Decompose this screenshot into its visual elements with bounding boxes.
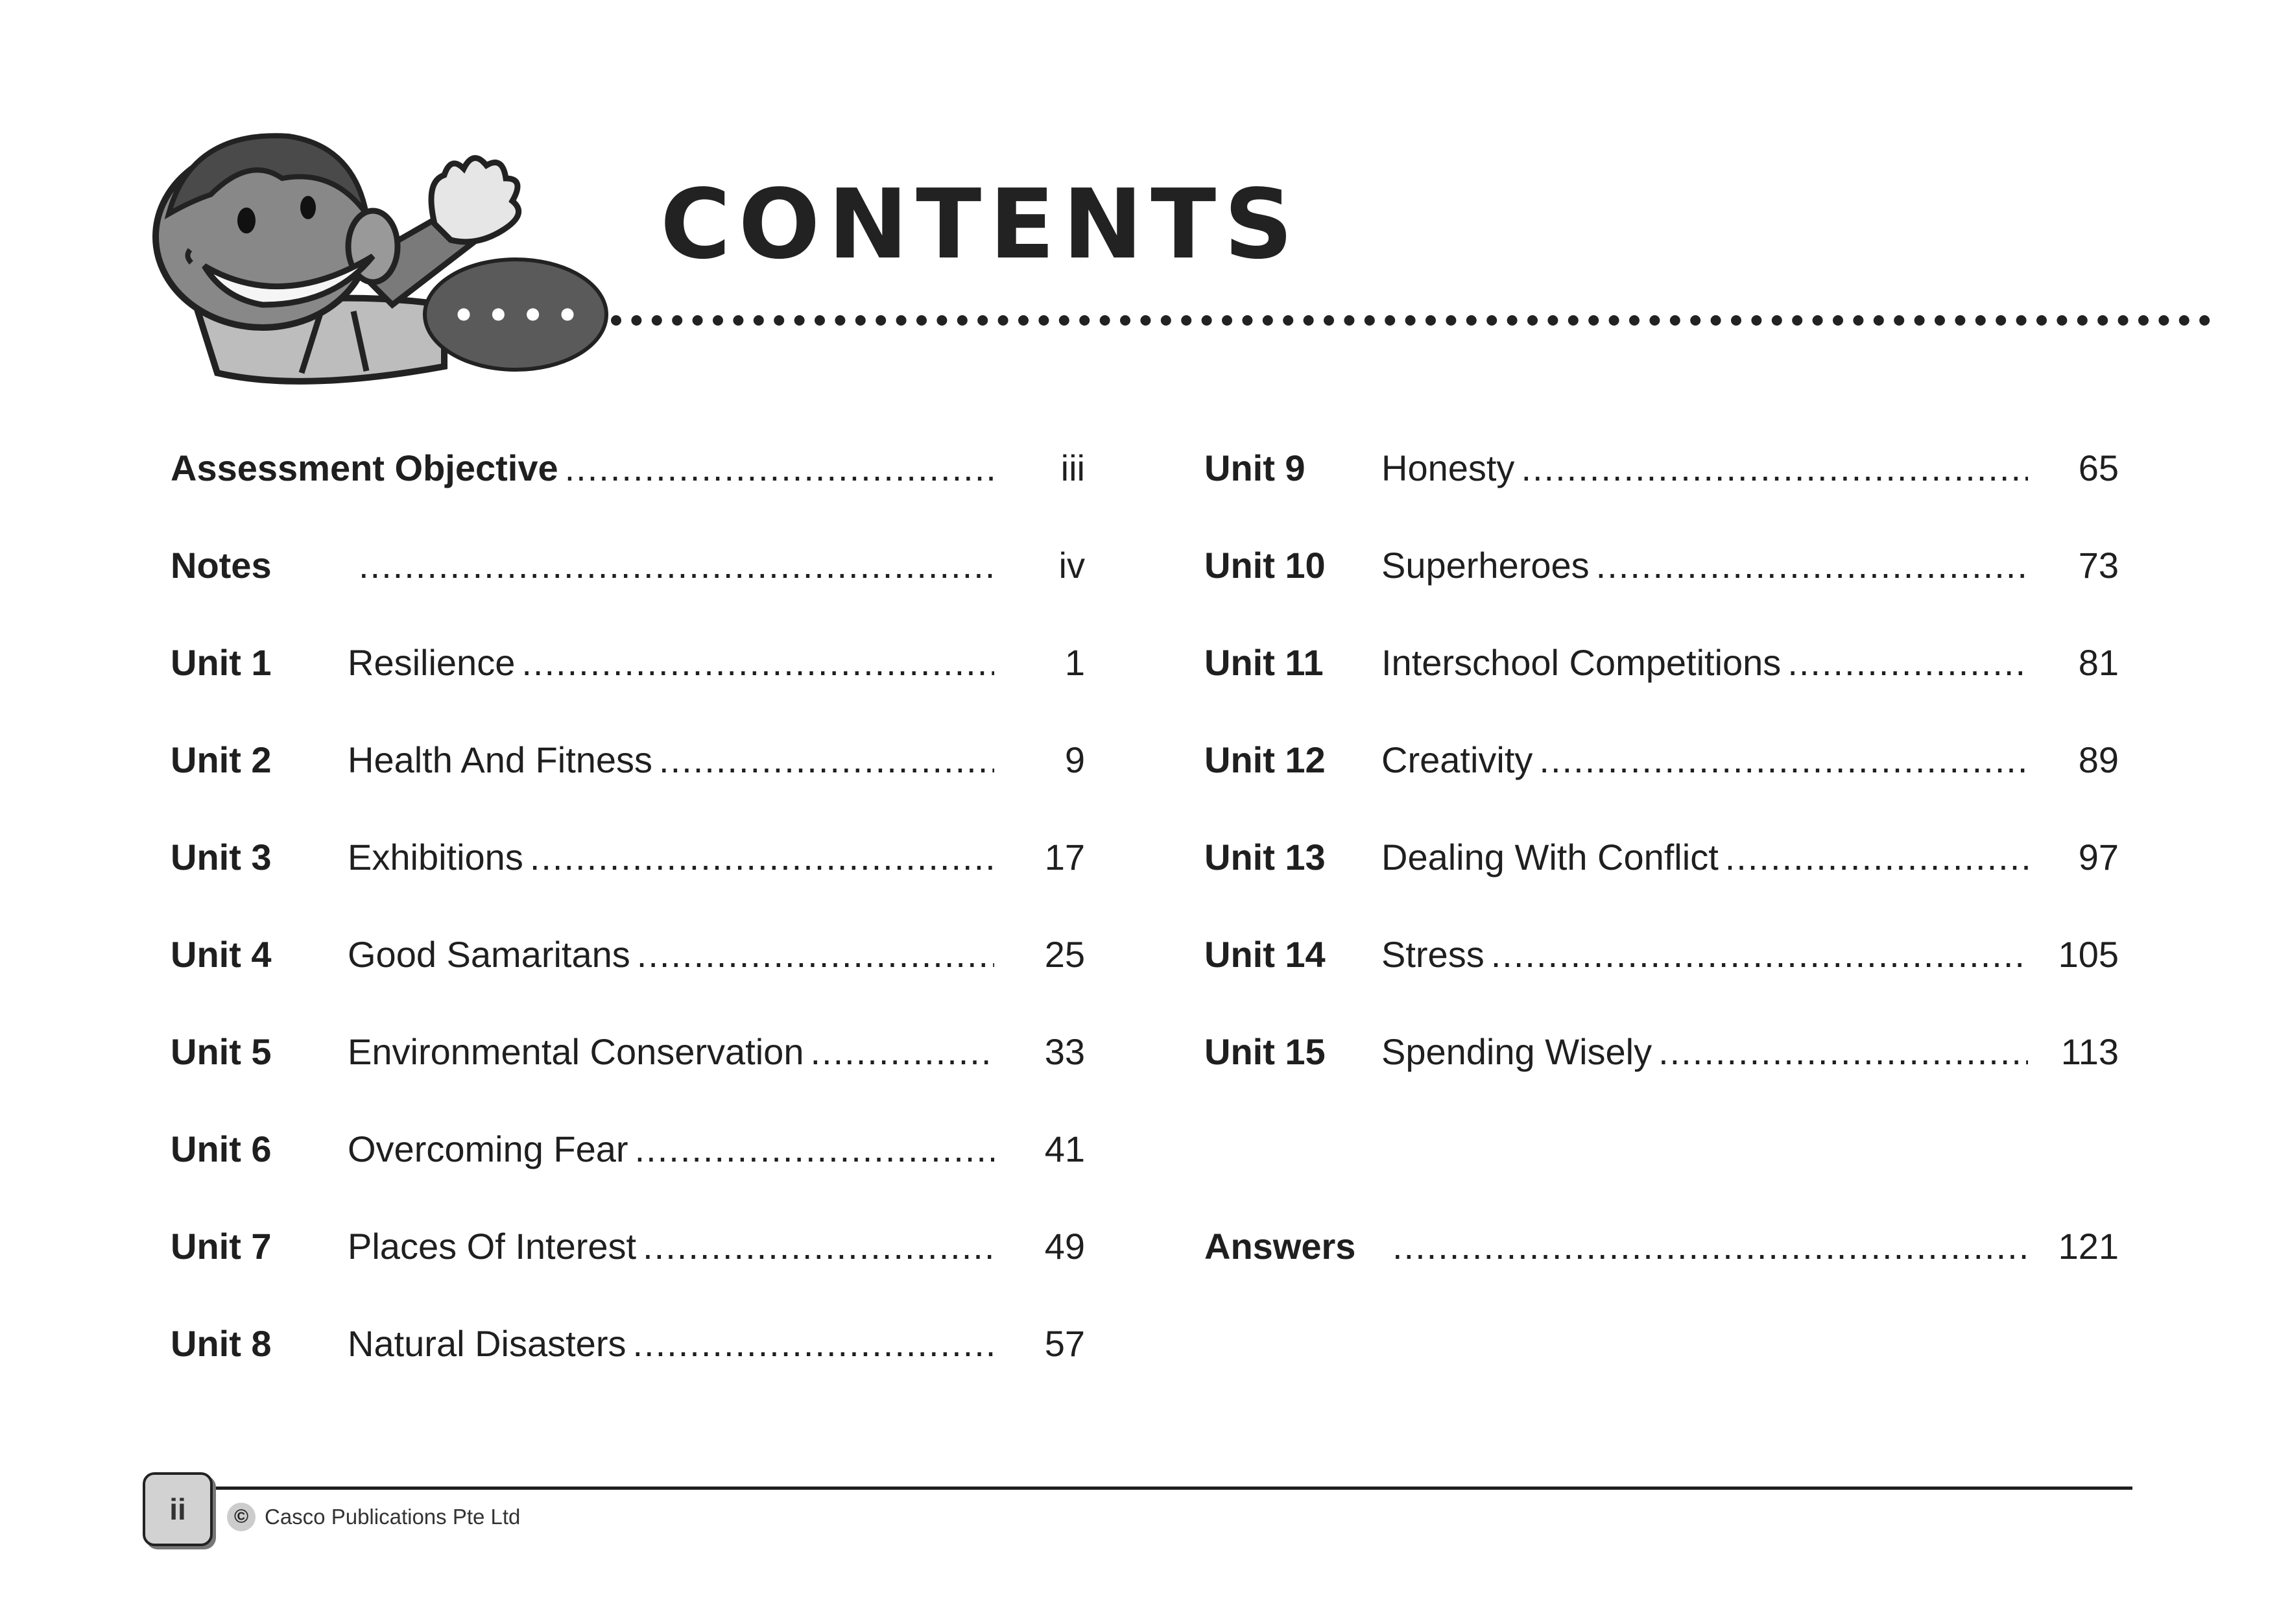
toc-unit-label: Unit 13: [1204, 837, 1326, 878]
toc-left-column: [171, 441, 1085, 1414]
toc-entry-label: Notes: [171, 545, 272, 586]
dot-leader: [635, 1122, 994, 1176]
toc-unit-title: Natural Disasters: [348, 1323, 626, 1364]
toc-page-number: 89: [2078, 739, 2119, 780]
toc-row-unit-3[interactable]: [171, 830, 1085, 927]
copyright-icon: ©: [227, 1503, 256, 1531]
toc-page-number: iii: [1060, 448, 1085, 488]
toc-unit-label: Unit 14: [1204, 934, 1326, 975]
toc-unit-label: Unit 10: [1204, 545, 1326, 586]
toc-page-number: 73: [2078, 545, 2119, 586]
toc-row-unit-10[interactable]: [1204, 538, 2119, 636]
dot-leader: [810, 1025, 994, 1079]
toc-page-number: 113: [2060, 1031, 2119, 1072]
toc-row-unit-9[interactable]: [1204, 441, 2119, 538]
dot-leader: [1596, 538, 2028, 593]
toc-unit-label: Unit 15: [1204, 1031, 1326, 1072]
toc-page-number: 17: [1044, 837, 1085, 878]
toc-row-unit-4[interactable]: [171, 927, 1085, 1025]
toc-unit-label: Unit 4: [171, 934, 272, 975]
toc-right-column: [1204, 441, 2119, 1317]
speech-bubble-dots: • • • •: [452, 295, 579, 336]
toc-unit-label: Unit 1: [171, 642, 272, 683]
footer-page-number: ii: [143, 1472, 213, 1546]
dot-leader: [1521, 441, 2028, 496]
dot-leader: [1392, 1219, 2028, 1274]
toc-unit-label: Unit 11: [1204, 642, 1324, 683]
dot-leader: [521, 636, 994, 690]
toc-unit-label: Unit 7: [171, 1226, 272, 1267]
toc-unit-title: Places Of Interest: [348, 1226, 637, 1267]
toc-row-unit-13[interactable]: [1204, 830, 2119, 927]
toc-page-number: 81: [2078, 642, 2119, 683]
toc-unit-title: Resilience: [348, 642, 516, 683]
toc-page-number: 1: [1064, 642, 1085, 683]
toc-row-unit-2[interactable]: [171, 733, 1085, 830]
toc-unit-label: Unit 12: [1204, 739, 1326, 780]
toc-row-unit-11[interactable]: [1204, 636, 2119, 733]
toc-page-number: 25: [1044, 934, 1085, 975]
toc-unit-title: Honesty: [1381, 448, 1515, 488]
toc-page-number: iv: [1058, 545, 1085, 586]
toc-unit-title: Creativity: [1381, 739, 1533, 780]
toc-spacer: [1204, 1122, 2119, 1219]
dot-leader: [1725, 830, 2028, 885]
toc-row-unit-15[interactable]: [1204, 1025, 2119, 1122]
dot-leader: [1658, 1025, 2028, 1079]
toc-row-unit-7[interactable]: [171, 1219, 1085, 1317]
dot-leader: [565, 441, 994, 496]
dot-leader: [1787, 636, 2028, 690]
toc-entry-label: Answers: [1204, 1226, 1356, 1267]
toc-page-number: 49: [1044, 1226, 1085, 1267]
toc-page-number: 65: [2078, 448, 2119, 488]
title-dotted-rule: [610, 310, 2224, 331]
toc-unit-title: Interschool Competitions: [1381, 642, 1782, 683]
toc-entry-label: Assessment Objective: [171, 448, 558, 488]
toc-unit-label: Unit 6: [171, 1128, 272, 1169]
toc-unit-label: Unit 2: [171, 739, 272, 780]
mascot-illustration: [139, 117, 632, 389]
toc-unit-label: Unit 3: [171, 837, 272, 878]
toc-unit-title: Spending Wisely: [1381, 1031, 1652, 1072]
toc-row-unit-14[interactable]: [1204, 927, 2119, 1025]
toc-row-notes[interactable]: [171, 538, 1085, 636]
toc-row-unit-6[interactable]: [171, 1122, 1085, 1219]
toc-unit-title: Overcoming Fear: [348, 1128, 628, 1169]
toc-unit-label: Unit 5: [171, 1031, 272, 1072]
toc-row-unit-12[interactable]: [1204, 733, 2119, 830]
toc-page-number: 105: [2058, 934, 2119, 975]
dot-leader: [659, 733, 994, 787]
toc-unit-title: Superheroes: [1381, 545, 1590, 586]
dot-leader: [530, 830, 994, 885]
toc-unit-title: Health And Fitness: [348, 739, 653, 780]
dot-leader: [359, 538, 994, 593]
dot-leader: [637, 927, 994, 982]
toc-row-unit-1[interactable]: [171, 636, 1085, 733]
dot-leader: [643, 1219, 994, 1274]
toc-page-number: 41: [1044, 1128, 1085, 1169]
toc-unit-label: Unit 8: [171, 1323, 272, 1364]
toc-unit-title: Exhibitions: [348, 837, 523, 878]
footer-rule: [208, 1487, 2132, 1490]
toc-row-assessment-objective[interactable]: [171, 441, 1085, 538]
toc-unit-title: Dealing With Conflict: [1381, 837, 1719, 878]
dot-leader: [632, 1317, 994, 1371]
toc-unit-title: Stress: [1381, 934, 1485, 975]
toc-page-number: 121: [2058, 1226, 2119, 1267]
toc-unit-title: Good Samaritans: [348, 934, 630, 975]
toc-page-number: 33: [1044, 1031, 1085, 1072]
dot-leader: [1491, 927, 2028, 982]
toc-unit-title: Environmental Conservation: [348, 1031, 804, 1072]
toc-page-number: 97: [2078, 837, 2119, 878]
toc-page-number: 9: [1064, 739, 1085, 780]
toc-row-unit-8[interactable]: [171, 1317, 1085, 1414]
dot-leader: [1539, 733, 2028, 787]
toc-unit-label: Unit 9: [1204, 448, 1306, 488]
toc-page-number: 57: [1044, 1323, 1085, 1364]
page-title: CONTENTS: [660, 169, 1301, 280]
footer-copyright: [227, 1503, 520, 1531]
toc-row-answers[interactable]: [1204, 1219, 2119, 1317]
publisher-name: Casco Publications Pte Ltd: [265, 1505, 521, 1529]
toc-row-unit-5[interactable]: [171, 1025, 1085, 1122]
